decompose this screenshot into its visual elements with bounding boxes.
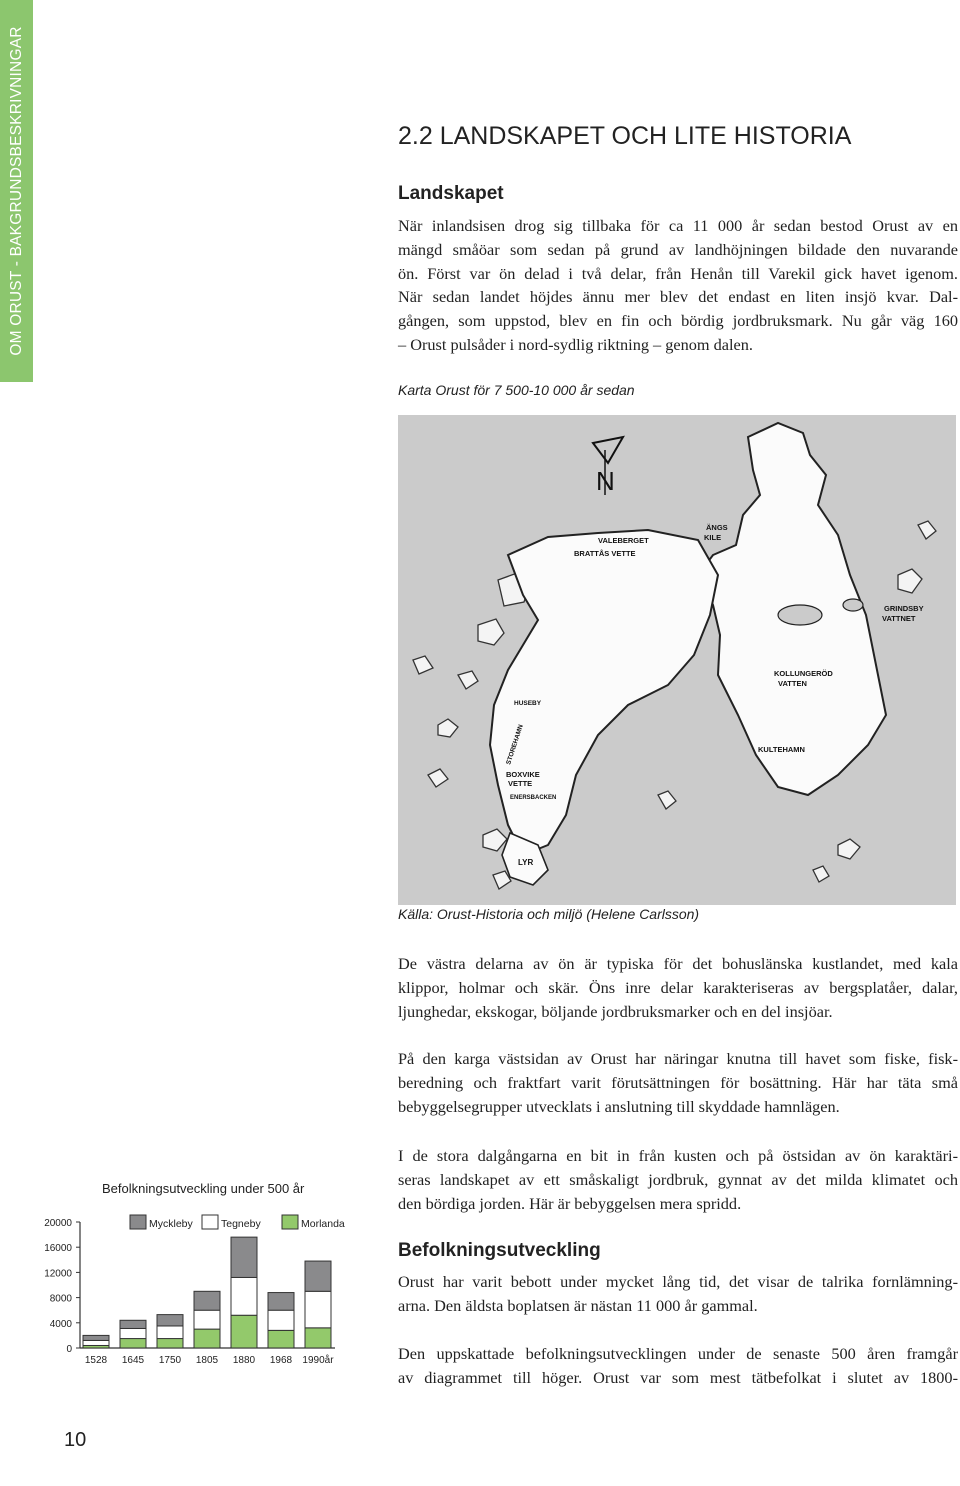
- map-label-kollungerod: KOLLUNGERÖD: [774, 669, 833, 678]
- x-tick-label: 1968: [269, 1355, 293, 1366]
- paragraph-dalgangarna: [398, 1144, 958, 1215]
- y-tick-label: 4000: [49, 1318, 72, 1330]
- bar-morlanda-1990år: [305, 1328, 331, 1348]
- bar-tegneby-1968: [268, 1310, 294, 1330]
- chart-legend: [130, 1215, 345, 1230]
- x-tick-label: 1528: [84, 1355, 108, 1366]
- map-label-vattnet: VATTNET: [882, 614, 916, 623]
- bar-morlanda-1750: [157, 1339, 183, 1348]
- y-tick-label: 12000: [44, 1268, 72, 1280]
- x-tick-label: 1645: [121, 1355, 145, 1366]
- x-tick-label: 1750: [158, 1355, 182, 1366]
- heading-befolkning: Befolkningsutveckling: [398, 1240, 601, 1261]
- chart-x-labels: [85, 1354, 334, 1366]
- bar-myckleby-1750: [157, 1315, 183, 1326]
- x-tick-label: 1990år: [302, 1355, 334, 1366]
- bar-myckleby-1645: [120, 1320, 146, 1328]
- bar-morlanda-1805: [194, 1329, 220, 1348]
- y-tick-label: 16000: [44, 1243, 72, 1255]
- legend-label-myckleby: Myckleby: [149, 1218, 193, 1230]
- map-label-lyr: LYR: [518, 858, 534, 867]
- x-tick-label: 1805: [195, 1355, 219, 1366]
- side-tab-label: OM ORUST - BAKGRUNDSBESKRIVNINGAR: [8, 26, 25, 356]
- text-line: beredning och fraktfart varit förutsättningen för bosättning. Här har täta små: [398, 1072, 958, 1092]
- bar-myckleby-1805: [194, 1291, 220, 1310]
- map-label-huseby: HUSEBY: [514, 700, 542, 707]
- legend-label-tegneby: Tegneby: [221, 1218, 261, 1230]
- text-line: Den uppskattade befolkningsutvecklingen under de senaste 500 åren framgår: [398, 1344, 958, 1363]
- text-line: På den karga västsidan av Orust har näringar knutna till havet som fiske, fisk-: [398, 1049, 958, 1068]
- text-line: Orust har varit bebott under mycket lång tid, det visar de talrika fornlämning-: [398, 1272, 958, 1291]
- text-line: När inlandsisen drog sig tillbaka för ca 11 000 år sedan bestod Orust av en: [398, 216, 958, 235]
- text-line: ön. Först var ön delad i två delar, från Henån till Varekil gick havet igenom.: [398, 263, 958, 283]
- text-line: klippor, holmar och skär. Öns inre delar karakteriseras av bergsplatåer, dalar,: [398, 977, 958, 997]
- side-tab: [0, 0, 33, 382]
- map-label-vette: VETTE: [508, 779, 533, 788]
- text-line: I de stora dalgångarna en bit in från kusten och på östsidan av ön karaktäri-: [398, 1146, 958, 1165]
- map-label-brattas: BRATTÅS VETTE: [574, 549, 636, 558]
- text-line: ljunghedar, ekskogar, böljande jordbruksmarker och en del insjöar.: [398, 1001, 833, 1021]
- bar-myckleby-1528: [83, 1335, 109, 1340]
- heading-landskapet: Landskapet: [398, 183, 504, 204]
- y-tick-label: 8000: [49, 1293, 72, 1305]
- text-line: bebyggelsegrupper utvecklats i anslutning till skyddade hamnlägen.: [398, 1096, 840, 1116]
- legend-swatch-myckleby: [130, 1215, 146, 1229]
- bar-morlanda-1968: [268, 1330, 294, 1348]
- text-line: När sedan landet höjdes ännu mer blev det endast en liten insjö kvar. Dal-: [398, 287, 958, 307]
- map-label-kile: KILE: [704, 533, 722, 542]
- text-line: mängd småöar som sedan på grund av landhöjningen bildade den nuvarande: [398, 239, 958, 259]
- paragraph-befolkning-2: [398, 1342, 958, 1390]
- legend-label-morlanda: Morlanda: [301, 1218, 345, 1230]
- bar-myckleby-1968: [268, 1293, 294, 1311]
- map-image: [398, 415, 956, 905]
- map-label-valeberget: VALEBERGET: [598, 536, 649, 545]
- x-tick-label: 1880: [232, 1355, 256, 1366]
- bar-morlanda-1645: [120, 1339, 146, 1348]
- map-label-north: N: [596, 466, 615, 496]
- map-label-boxvike: BOXVIKE: [506, 770, 540, 779]
- population-chart: [0, 1170, 380, 1400]
- paragraph-vastra: [398, 952, 958, 1023]
- bar-myckleby-1990år: [305, 1261, 331, 1291]
- y-tick-label: 0: [66, 1344, 72, 1355]
- y-tick-label: 20000: [44, 1218, 72, 1229]
- paragraph-karga: [398, 1047, 958, 1118]
- map-label-grindsby: GRINDSBY: [884, 604, 924, 613]
- chart-bars: [83, 1237, 331, 1348]
- map-label-kultehamn: KULTEHAMN: [758, 745, 805, 754]
- map-title: Karta Orust för 7 500-10 000 år sedan: [398, 382, 635, 398]
- map-label-storehamn: STOREHAMN: [505, 723, 525, 766]
- text-line: av diagrammet till höger. Orust var som mest tätbefolkat i slutet av 1800-: [398, 1367, 958, 1387]
- map-label-angs: ÄNGS: [706, 523, 728, 532]
- map-label-enersbacken: ENERSBACKEN: [510, 795, 557, 801]
- bar-myckleby-1880: [231, 1237, 257, 1277]
- text-line: den bördiga jorden. Här är bebyggelsen mera spridd.: [398, 1193, 742, 1213]
- paragraph-befolkning-1: [398, 1270, 958, 1318]
- text-line: seras landskapet av ett småskaligt jordbruk, gynnat av det milda klimatet och: [398, 1169, 958, 1189]
- map-label-vatten: VATTEN: [778, 679, 807, 688]
- bar-morlanda-1880: [231, 1315, 257, 1348]
- paragraph-landskapet: [398, 214, 958, 357]
- bar-tegneby-1805: [194, 1310, 220, 1329]
- section-title: 2.2 LANDSKAPET OCH LITE HISTORIA: [398, 122, 852, 150]
- chart-title: Befolkningsutveckling under 500 år: [102, 1181, 305, 1196]
- text-line: gången, som uppstod, blev en fin och bördig jordbruksmark. Nu går väg 160: [398, 311, 958, 331]
- legend-swatch-tegneby: [202, 1215, 218, 1229]
- bar-tegneby-1750: [157, 1326, 183, 1339]
- bar-tegneby-1990år: [305, 1291, 331, 1328]
- bar-tegneby-1880: [231, 1277, 257, 1315]
- map-source: Källa: Orust-Historia och miljö (Helene Carlsson): [398, 906, 700, 922]
- bar-tegneby-1645: [120, 1328, 146, 1338]
- page-number: 10: [64, 1429, 87, 1451]
- text-line: arna. Den äldsta boplatsen är nästan 11 000 år gammal.: [398, 1295, 758, 1315]
- text-line: – Orust pulsåder i nord-sydlig riktning – genom dalen.: [398, 334, 753, 354]
- text-line: De västra delarna av ön är typiska för det bohuslänska kustlandet, med kala: [398, 954, 958, 973]
- bar-tegneby-1528: [83, 1340, 109, 1345]
- legend-swatch-morlanda: [282, 1215, 298, 1229]
